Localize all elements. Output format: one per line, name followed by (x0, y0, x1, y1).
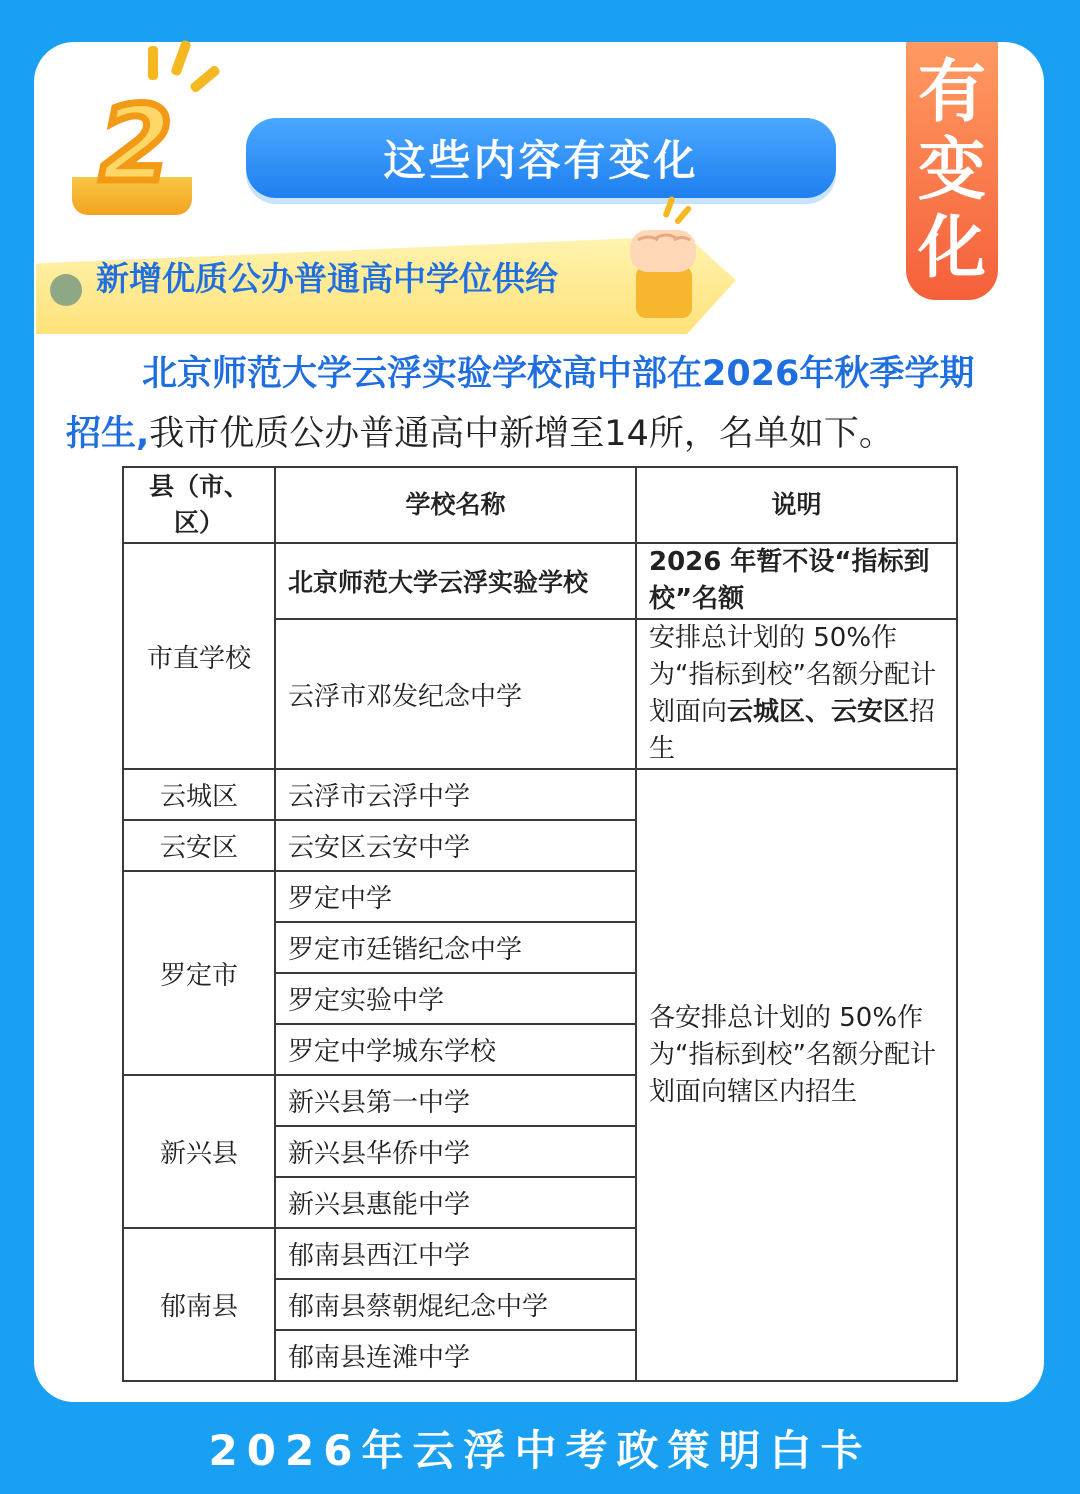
school-cell: 郁南县西江中学 (275, 1228, 636, 1279)
footer-title: 2026年云浮中考政策明白卡 (208, 1426, 872, 1475)
school-cell: 郁南县连滩中学 (275, 1330, 636, 1381)
note-cell (636, 619, 957, 769)
fist-icon (626, 196, 706, 326)
county-cell: 新兴县 (123, 1075, 275, 1228)
tag-char: 变 (917, 131, 986, 210)
table-header-row (123, 467, 957, 543)
intro-text: 我市优质公办普通高中新增至14所，名单如下。 (149, 414, 894, 454)
county-cell: 云城区 (123, 769, 275, 820)
column-header-school: 学校名称 (275, 467, 636, 543)
school-cell: 罗定市廷锴纪念中学 (275, 922, 636, 973)
school-cell: 新兴县第一中学 (275, 1075, 636, 1126)
number-badge (72, 83, 192, 215)
school-cell: 郁南县蔡朝焜纪念中学 (275, 1279, 636, 1330)
county-cell: 云安区 (123, 820, 275, 871)
school-table (122, 466, 958, 1382)
table-row (123, 543, 957, 619)
page-title: 这些内容有变化 (246, 118, 836, 198)
change-tag (906, 42, 998, 300)
bullet-dot-icon (50, 274, 82, 306)
tag-char: 化 (917, 209, 986, 288)
school-cell: 北京师范大学云浮实验学校 (275, 543, 636, 619)
intro-paragraph (66, 344, 996, 464)
school-cell: 云浮市邓发纪念中学 (275, 619, 636, 769)
shared-note-cell: 各安排总计划的 50%作为“指标到校”名额分配计划面向辖区内招生 (636, 769, 957, 1381)
note-cell: 2026 年暂不设“指标到校”名额 (636, 543, 957, 619)
tag-char: 有 (917, 53, 986, 132)
school-cell: 罗定中学城东学校 (275, 1024, 636, 1075)
school-cell: 云安区云安中学 (275, 820, 636, 871)
county-cell: 市直学校 (123, 543, 275, 769)
note-emphasis: 云城区、云安区 (727, 697, 910, 727)
column-header-county: 县（市、区） (123, 467, 275, 543)
section-subtitle: 新增优质公办普通高中学位供给 (96, 259, 558, 298)
school-cell: 新兴县惠能中学 (275, 1177, 636, 1228)
county-cell: 郁南县 (123, 1228, 275, 1381)
note-text: 安排总计划的 50%作为“指标到校”名额分配计划面向 (649, 623, 936, 727)
county-cell: 罗定市 (123, 871, 275, 1075)
school-cell: 罗定中学 (275, 871, 636, 922)
column-header-note: 说明 (636, 467, 957, 543)
note-text: 招生 (649, 697, 936, 764)
school-cell: 新兴县华侨中学 (275, 1126, 636, 1177)
school-cell: 云浮市云浮中学 (275, 769, 636, 820)
intro-highlight: 北京师范大学云浮实验学校高中部在2026年秋季学期招生, (66, 354, 975, 454)
badge-number: 2 (99, 83, 173, 205)
school-cell: 罗定实验中学 (275, 973, 636, 1024)
table-row (123, 769, 957, 820)
